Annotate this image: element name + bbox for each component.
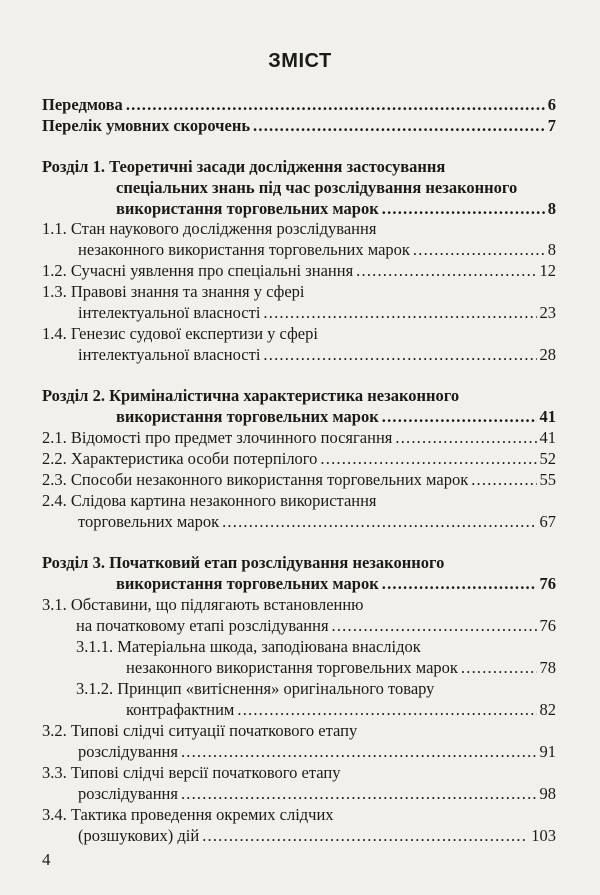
- toc-entry-line: 1.1. Стан наукового дослідження розслідування: [42, 219, 377, 238]
- dot-leader: [181, 783, 537, 804]
- dot-leader: [382, 406, 537, 427]
- toc-entry-line: незаконного використання торговельних марок: [126, 658, 458, 677]
- toc-entry-line: торговельних марок: [78, 512, 220, 531]
- toc-page-number: 41: [539, 428, 556, 447]
- dot-leader: [202, 825, 528, 846]
- toc-page-number: 98: [539, 784, 556, 803]
- toc-entry-line: Перелік умовних скорочень: [42, 116, 251, 135]
- toc-page-number: 7: [547, 116, 556, 135]
- dot-leader: [413, 239, 545, 260]
- toc-entry-line: 2.2. Характеристика особи потерпілого: [42, 449, 318, 468]
- dot-leader: [253, 115, 545, 136]
- dot-leader: [471, 469, 536, 490]
- toc-page-number: 12: [539, 261, 556, 280]
- dot-leader: [332, 615, 537, 636]
- toc-page-number: 41: [539, 407, 556, 426]
- dot-leader: [356, 260, 536, 281]
- toc-page-number: 8: [547, 240, 556, 259]
- toc-entry-line: 2.1. Відомості про предмет злочинного посягання: [42, 428, 393, 447]
- toc-entry-line: 3.4. Тактика проведення окремих слідчих: [42, 805, 334, 824]
- toc-entry-line: незаконного використання торговельних марок: [78, 240, 410, 259]
- toc-entry-line: 1.4. Генезис судової експертизи у сфері: [42, 324, 318, 343]
- toc-entry-line: 3.3. Типові слідчі версії початкового етапу: [42, 763, 341, 782]
- toc-page-number: 76: [539, 574, 556, 593]
- toc-entry-line: 3.1. Обставини, що підлягають встановленню: [42, 595, 364, 614]
- toc-entry-line: Розділ 2. Криміналістична характеристика незаконного: [42, 386, 460, 405]
- toc-entry-line: 3.1.2. Принцип «витіснення» оригінального товару: [76, 679, 435, 698]
- toc-entry-line: інтелектуальної власності: [78, 345, 261, 364]
- toc-entry-line: використання торговельних марок: [116, 199, 379, 218]
- toc-entry-line: 1.2. Сучасні уявлення про спеціальні знання: [42, 261, 354, 280]
- toc-entry-line: 2.3. Способи незаконного використання торговельних марок: [42, 470, 469, 489]
- dot-leader: [395, 427, 536, 448]
- toc-entry-line: інтелектуальної власності: [78, 303, 261, 322]
- toc-page-number: 82: [539, 700, 556, 719]
- toc-page-number: 91: [539, 742, 556, 761]
- toc-entry-line: використання торговельних марок: [116, 574, 379, 593]
- dot-leader: [461, 657, 537, 678]
- dot-leader: [222, 511, 536, 532]
- toc-entry-line: контрафактним: [126, 700, 235, 719]
- toc-page-number: 6: [547, 95, 556, 114]
- toc-entry-line: 3.2. Типові слідчі ситуації початкового етапу: [42, 721, 358, 740]
- toc-entry-line: розслідування: [78, 742, 178, 761]
- dot-leader: [263, 302, 536, 323]
- toc-entry-line: розслідування: [78, 784, 178, 803]
- toc-page-number: 52: [539, 449, 556, 468]
- dot-leader: [237, 699, 536, 720]
- page-number: 4: [42, 850, 51, 869]
- toc-page-number: 103: [531, 826, 556, 845]
- dot-leader: [263, 344, 536, 365]
- toc-title: ЗМІСТ: [268, 50, 332, 72]
- dot-leader: [181, 741, 537, 762]
- dot-leader: [382, 198, 545, 219]
- dot-leader: [320, 448, 536, 469]
- toc-page-number: 67: [539, 512, 556, 531]
- toc-entry-line: (розшукових) дій: [78, 826, 200, 845]
- toc-entry-line: 3.1.1. Матеріальна шкода, заподіювана внаслідок: [76, 637, 421, 656]
- toc-entry-line: Розділ 1. Теоретичні засади дослідження застосування: [42, 157, 446, 176]
- toc-page-number: 8: [547, 199, 556, 218]
- dot-leader: [382, 573, 537, 594]
- toc-page-number: 23: [539, 303, 556, 322]
- toc-entry-line: Розділ 3. Початковий етап розслідування незаконного: [42, 553, 445, 572]
- toc-page-number: 55: [539, 470, 556, 489]
- toc-entry-line: 2.4. Слідова картина незаконного використання: [42, 491, 377, 510]
- toc-entry-line: спеціальних знань під час розслідування незаконного: [116, 178, 518, 197]
- dot-leader: [126, 94, 545, 115]
- toc-page-number: 28: [539, 345, 556, 364]
- toc-entry-line: на початковому етапі розслідування: [76, 616, 329, 635]
- toc-entry-line: Передмова: [42, 95, 123, 114]
- toc-entry-line: використання торговельних марок: [116, 407, 379, 426]
- toc-page-number: 76: [539, 616, 556, 635]
- toc-page-number: 78: [539, 658, 556, 677]
- toc-entry-line: 1.3. Правові знання та знання у сфері: [42, 282, 305, 301]
